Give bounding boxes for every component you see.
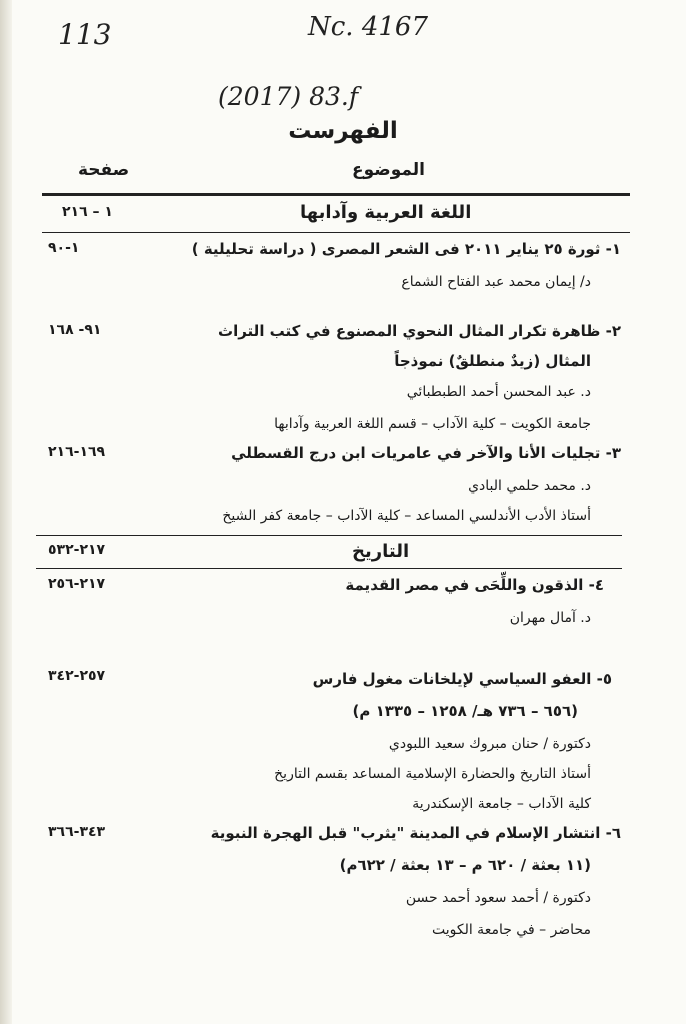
item-pages: ٢٥٧-٣٤٢ (48, 668, 106, 684)
item-author: د. محمد حلمي البادي (468, 478, 591, 494)
item-title: ٦- انتشار الإسلام في المدينة "يثرب" قبل الهجرة النبوية (210, 824, 621, 842)
header-rule (42, 193, 630, 196)
item-title: ٤- الذقون واللِّحَى في مصر القديمة (345, 576, 604, 594)
item-affiliation: جامعة الكويت – كلية الآداب – قسم اللغة العربية وآدابها (274, 416, 591, 432)
reference-number: Nc. 4167 (308, 12, 429, 42)
item-author: د. عبد المحسن أحمد الطبطبائي (406, 384, 591, 400)
item-pages: ١-٩٠ (48, 240, 80, 256)
folio-number: 113 (58, 18, 112, 51)
item-subtitle: المثال (زيدٌ منطلقٌ) نموذجاً (394, 352, 591, 370)
item-title: ٢- ظاهرة تكرار المثال النحوي المصنوع في كتب التراث (218, 322, 621, 340)
item-pages: ١٦٩-٢١٦ (48, 444, 106, 460)
item-pages: ٩١- ١٦٨ (48, 322, 102, 338)
classification-code: (2017) 83.f (218, 82, 359, 111)
item-affiliation: محاضر – في جامعة الكويت (431, 922, 591, 938)
item-author: دكتورة / حنان مبروك سعيد اللبودي (388, 736, 591, 752)
item-title: ١- ثورة ٢٥ يناير ٢٠١١ فى الشعر المصرى ( دراسة تحليلية ) (191, 240, 621, 258)
page-header: صفحة (78, 160, 130, 180)
item-author: دكتورة / أحمد سعود أحمد حسن (405, 890, 591, 906)
item-affiliation: أستاذ التاريخ والحضارة الإسلامية المساعد بقسم التاريخ (274, 766, 591, 782)
section-pages: ١ – ٢١٦ (62, 204, 113, 220)
item-title: ٥- العفو السياسي لإيلخانات مغول فارس (312, 670, 612, 688)
section-title-arabic-literature: اللغة العربية وآدابها (300, 202, 472, 223)
item-author: د. آمال مهران (509, 610, 591, 626)
page-title: الفهرست (288, 118, 398, 144)
item-title: ٣- تجليات الأنا والآخر في عامريات ابن درج القسطلي (231, 444, 621, 462)
page-edge-shadow (0, 0, 12, 1024)
item-dates: (١١ بعثة / ٦٢٠ م – ١٣ بعثة / ٦٢٢م) (339, 856, 591, 874)
item-author: د/ إيمان محمد عبد الفتاح الشماع (401, 274, 591, 290)
section-rule (42, 232, 630, 233)
item-pages: ٢١٧-٢٥٦ (48, 576, 106, 592)
item-affiliation: أستاذ الأدب الأندلسي المساعد – كلية الآداب – جامعة كفر الشيخ (222, 508, 591, 524)
section-rule (36, 535, 622, 536)
section-pages: ٢١٧-٥٣٢ (48, 542, 106, 558)
section-rule (36, 568, 622, 569)
section-title-history: التاريخ (352, 541, 410, 562)
topic-header: الموضوع (352, 160, 425, 180)
item-pages: ٣٤٣-٣٦٦ (48, 824, 106, 840)
item-dates: (٦٥٦ – ٧٣٦ هـ/ ١٢٥٨ – ١٣٣٥ م) (352, 702, 578, 720)
item-affiliation: كلية الآداب – جامعة الإسكندرية (412, 796, 591, 812)
